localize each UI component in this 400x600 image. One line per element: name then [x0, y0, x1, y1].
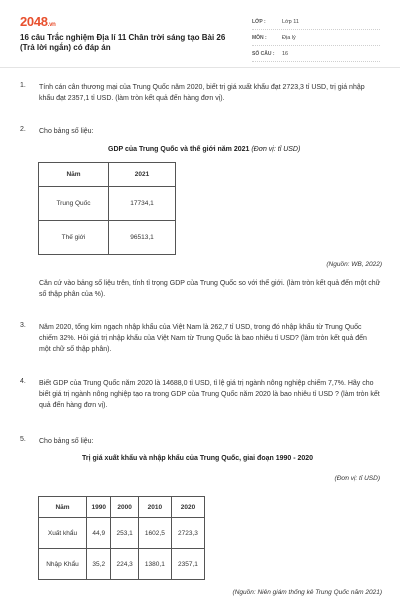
meta-value: Lớp 11 [282, 18, 299, 25]
table-cell: 44,9 [87, 518, 111, 549]
table-row [39, 549, 205, 580]
question-text: Căn cứ vào bảng số liệu trên, tính tỉ trọng GDP của Trung Quốc so với thế giới. (làm tròn kết quả đến một chữ số thập phân của %). [39, 280, 381, 298]
document-title: 16 câu Trắc nghiệm Địa lí 11 Chân trời sáng tạo Bài 26 (Trả lời ngắn) có đáp án [20, 33, 226, 52]
table-source: (Nguồn: WB, 2022) [326, 261, 382, 268]
table-header-row [39, 163, 176, 187]
table-cell: 1380,1 [138, 549, 171, 580]
question-intro: Cho bảng số liệu: [39, 438, 94, 445]
table-header-cell: 2020 [171, 497, 204, 518]
question-2 [20, 126, 380, 138]
table-header-cell: 2021 [109, 163, 176, 187]
question-1 [20, 82, 380, 106]
table-row [39, 221, 176, 255]
table-header-cell: 2010 [138, 497, 171, 518]
table-title: Trị giá xuất khẩu và nhập khẩu của Trung Quốc, giai đoạn 1990 - 2020 [82, 455, 314, 462]
table-cell: Trung Quốc [39, 187, 109, 221]
table-cell: 35,2 [87, 549, 111, 580]
meta-row-count [252, 46, 380, 62]
table-header-row [39, 497, 205, 518]
question-number: 4. [20, 378, 26, 385]
meta-row-subject [252, 30, 380, 46]
question-number: 3. [20, 322, 26, 329]
table-cell: 2357,1 [171, 549, 204, 580]
table-title: GDP của Trung Quốc và thế giới năm 2021 (Đơn vị: tỉ USD) [108, 146, 301, 153]
gdp-table [38, 162, 176, 255]
table-row [39, 187, 176, 221]
document-meta [252, 14, 380, 62]
table-cell: 2723,3 [171, 518, 204, 549]
trade-table [38, 496, 205, 580]
meta-key: SỐ CÂU : [252, 50, 275, 57]
question-text: Biết GDP của Trung Quốc năm 2020 là 14688,0 tỉ USD, tỉ lệ giá trị ngành nông nghiệp chiếm 7,7%. Hãy cho biết giá trị ngành nông nghiệp tạo ra trong GDP của Trung Quốc năm 2020 là bao nhiêu tỉ USD ? (làm tròn kết quả đến hàng đơn vị). [39, 380, 380, 409]
question-intro: Cho bảng số liệu: [39, 128, 94, 135]
question-text: Năm 2020, tổng kim ngạch nhập khẩu của Việt Nam là 262,7 tỉ USD, trong đó nhập khẩu từ Trung Quốc chiếm 32%. Hỏi giá trị nhập khẩu của Việt Nam từ Trung Quốc là bao nhiêu tỉ USD? (làm tròn kết quả đến một chữ số thập phân). [39, 324, 367, 353]
table-row [39, 518, 205, 549]
question-number: 2. [20, 126, 26, 133]
question-4 [20, 378, 380, 414]
table-header-cell: Năm [39, 497, 87, 518]
table-cell: Nhập Khẩu [39, 549, 87, 580]
table-cell: 17734,1 [109, 187, 176, 221]
table-cell: 1602,5 [138, 518, 171, 549]
site-logo[interactable]: 2048.vn [20, 14, 56, 29]
question-5 [20, 436, 380, 448]
question-number: 5. [20, 436, 26, 443]
meta-value: Địa lý [282, 34, 296, 41]
question-3 [20, 322, 380, 358]
table-unit: (Đơn vị: tỉ USD) [251, 146, 301, 153]
meta-row-class [252, 14, 380, 30]
table-header-cell: Năm [39, 163, 109, 187]
table-header-cell: 2000 [111, 497, 138, 518]
meta-key: LỚP : [252, 18, 266, 25]
table-cell: Thế giới [39, 221, 109, 255]
document-header [0, 0, 400, 68]
question-text: Tính cán cân thương mại của Trung Quốc năm 2020, biết trị giá xuất khẩu đạt 2723,3 tỉ USD, trị giá nhập khẩu đạt 2357,1 tỉ USD. (làm tròn kết quả đến hàng đơn vị). [39, 84, 365, 102]
table-unit: (Đơn vị: tỉ USD) [334, 475, 380, 482]
table-cell: 253,1 [111, 518, 138, 549]
table-cell: 96513,1 [109, 221, 176, 255]
table-source: (Nguồn: Niên giám thống kê Trung Quốc năm 2021) [232, 589, 382, 596]
meta-key: MÔN : [252, 34, 267, 41]
meta-value: 16 [282, 50, 289, 57]
table-cell: 224,3 [111, 549, 138, 580]
table-header-cell: 1990 [87, 497, 111, 518]
question-number: 1. [20, 82, 26, 89]
table-cell: Xuất khẩu [39, 518, 87, 549]
